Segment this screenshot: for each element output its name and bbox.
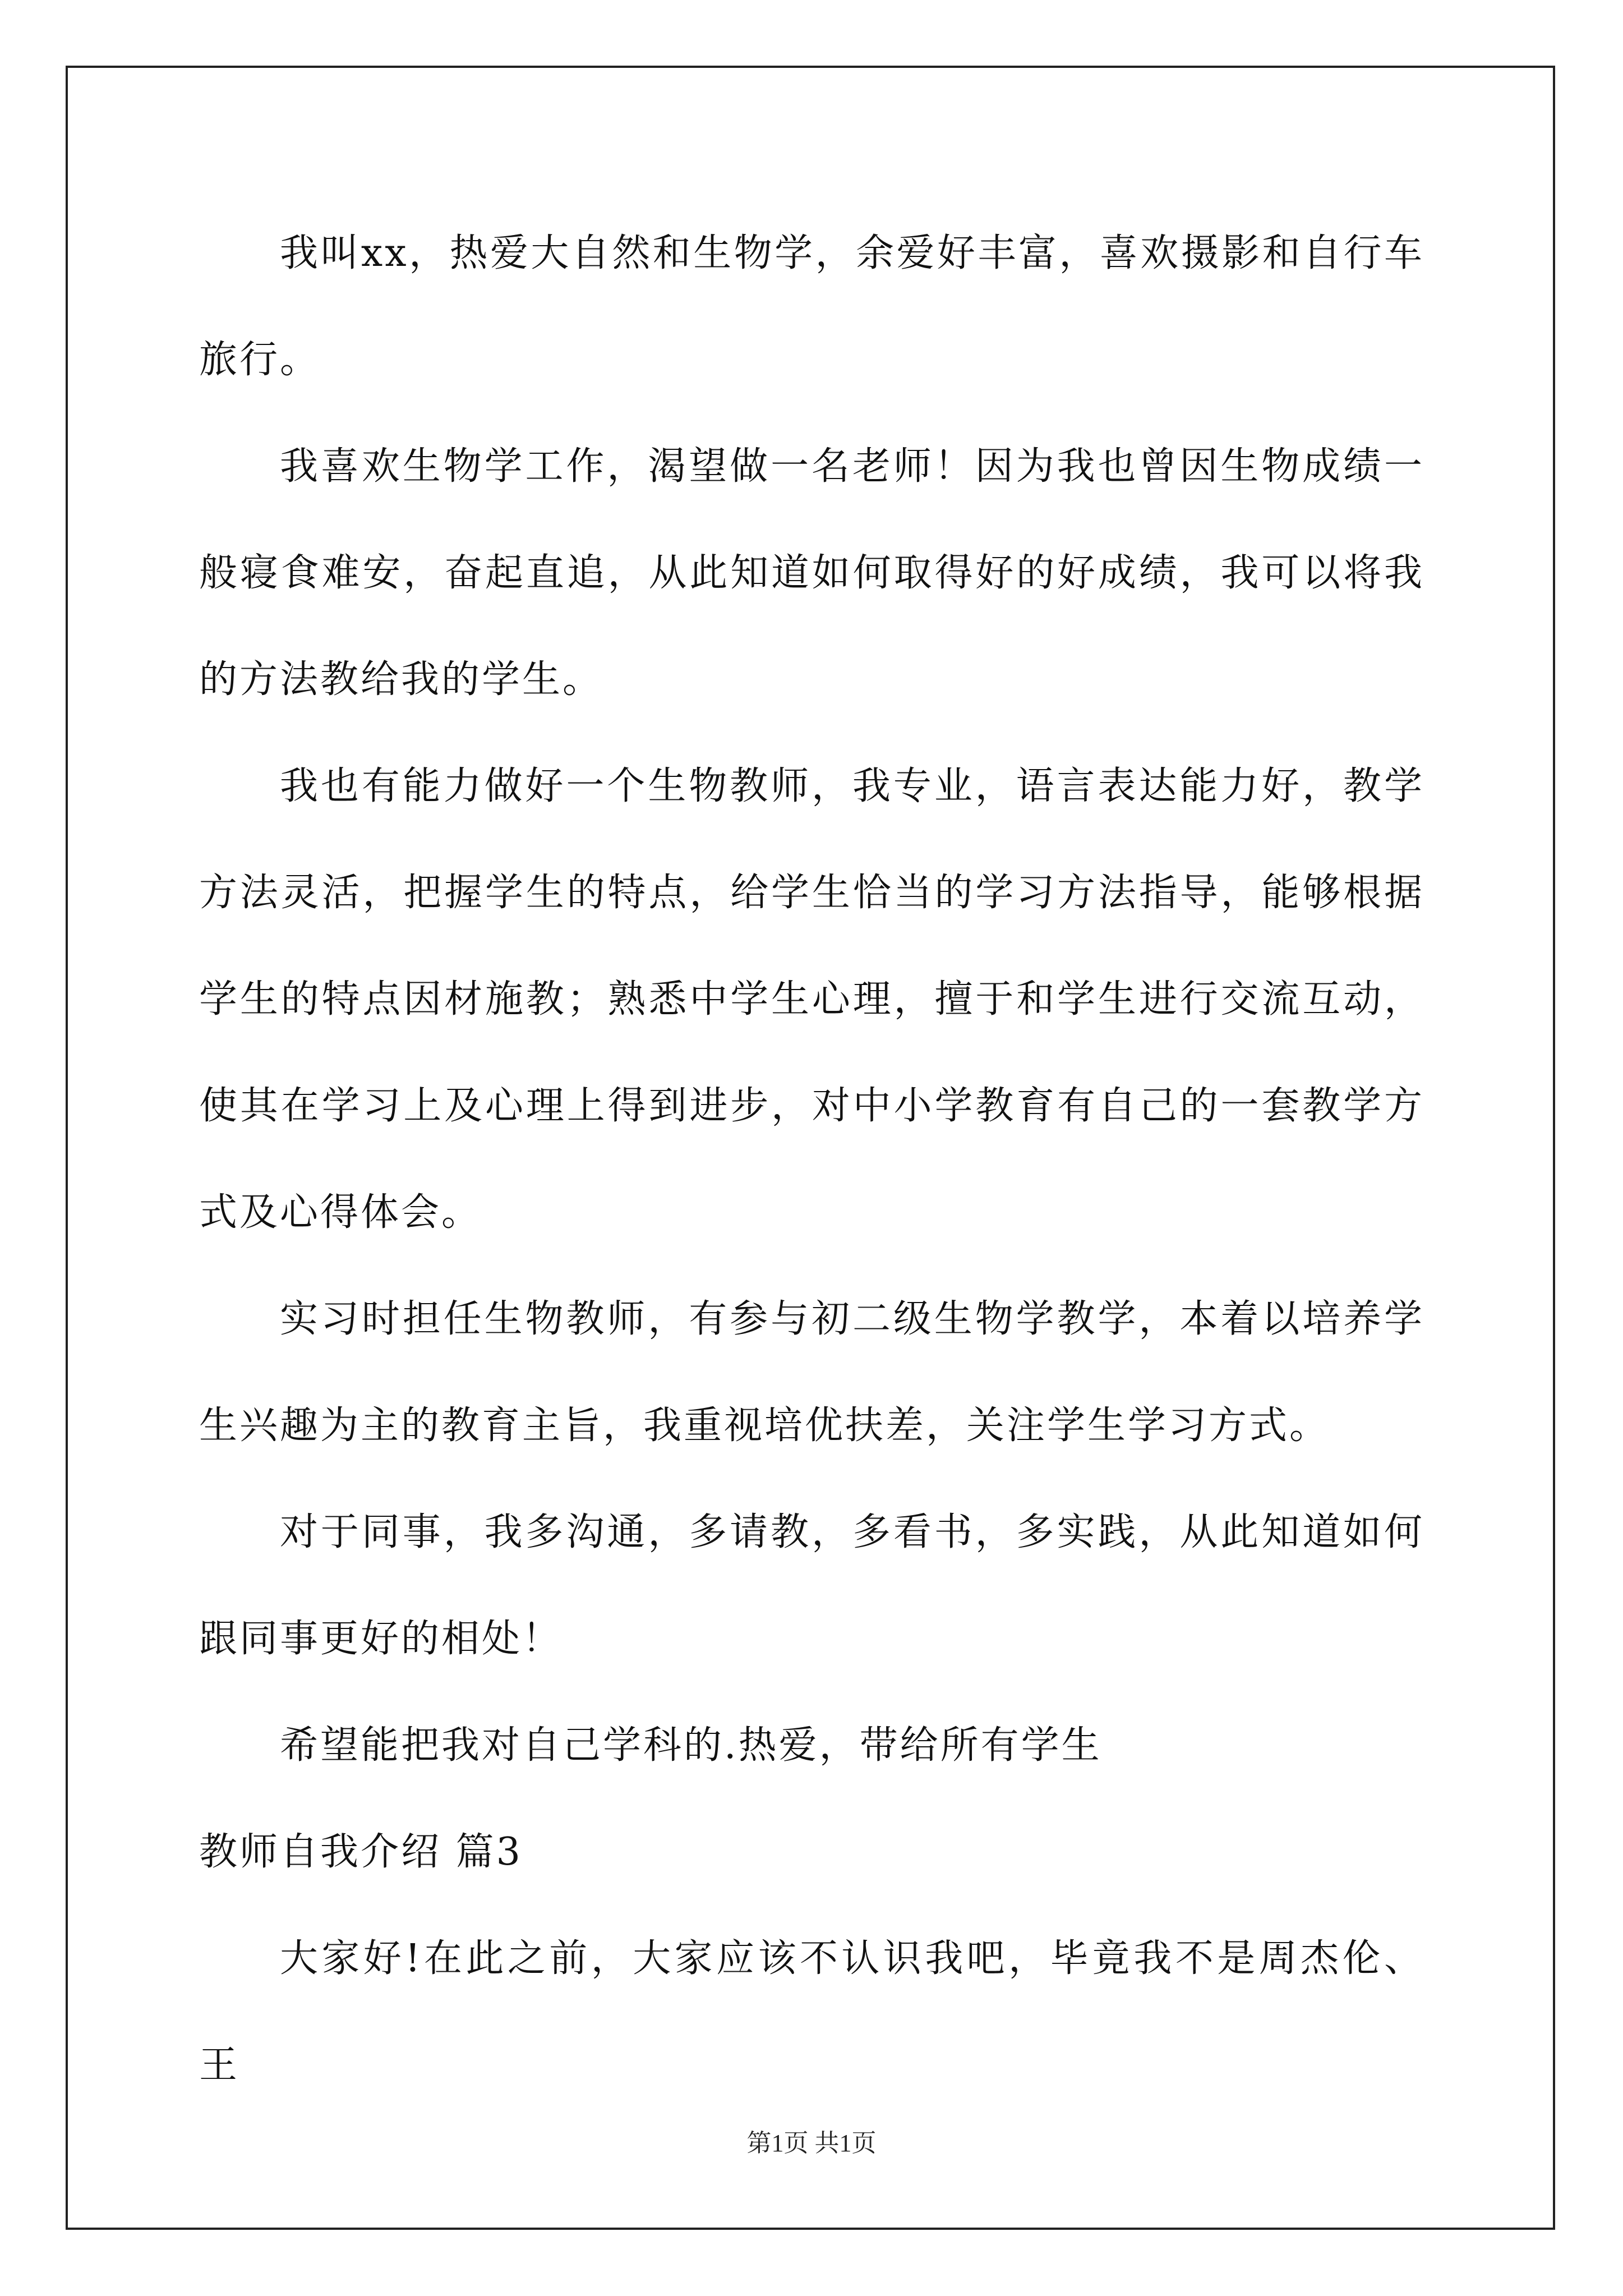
paragraph-greeting: 大家好!在此之前，大家应该不认识我吧，毕竟我不是周杰伦、王 (199, 1936, 1424, 2087)
document-body (199, 200, 1424, 2119)
paragraph-internship: 实习时担任生物教师，有参与初二级生物学教学，本着以培养学生兴趣为主的教育主旨，我重视培优扶差，关注学生学习方式。 (199, 1297, 1424, 1448)
paragraph-motivation: 我喜欢生物学工作，渴望做一名老师！因为我也曾因生物成绩一般寝食难安，奋起直追，从此知道如何取得好的好成绩，我可以将我的方法教给我的学生。 (199, 444, 1424, 702)
paragraph-hope: 希望能把我对自己学科的.热爱，带给所有学生 (280, 1723, 1102, 1768)
paragraph-abilities: 我也有能力做好一个生物教师，我专业，语言表达能力好，教学方法灵活，把握学生的特点，给学生恰当的学习方法指导，能够根据学生的特点因材施教；熟悉中学生心理，擅于和学生进行交流互动，使其在学习上及心理上得到进步，对中小学教育有自己的一套教学方式及心得体会。 (199, 764, 1424, 1235)
section-heading: 教师自我介绍 篇3 (199, 1830, 523, 1874)
paragraph-colleagues: 对于同事，我多沟通，多请教，多看书，多实践，从此知道如何跟同事更好的相处！ (199, 1510, 1424, 1661)
page-number-footer: 第1页 共1页 (746, 2129, 877, 2157)
paragraph-intro: 我叫xx，热爱大自然和生物学，余爱好丰富，喜欢摄影和自行车旅行。 (199, 231, 1424, 382)
